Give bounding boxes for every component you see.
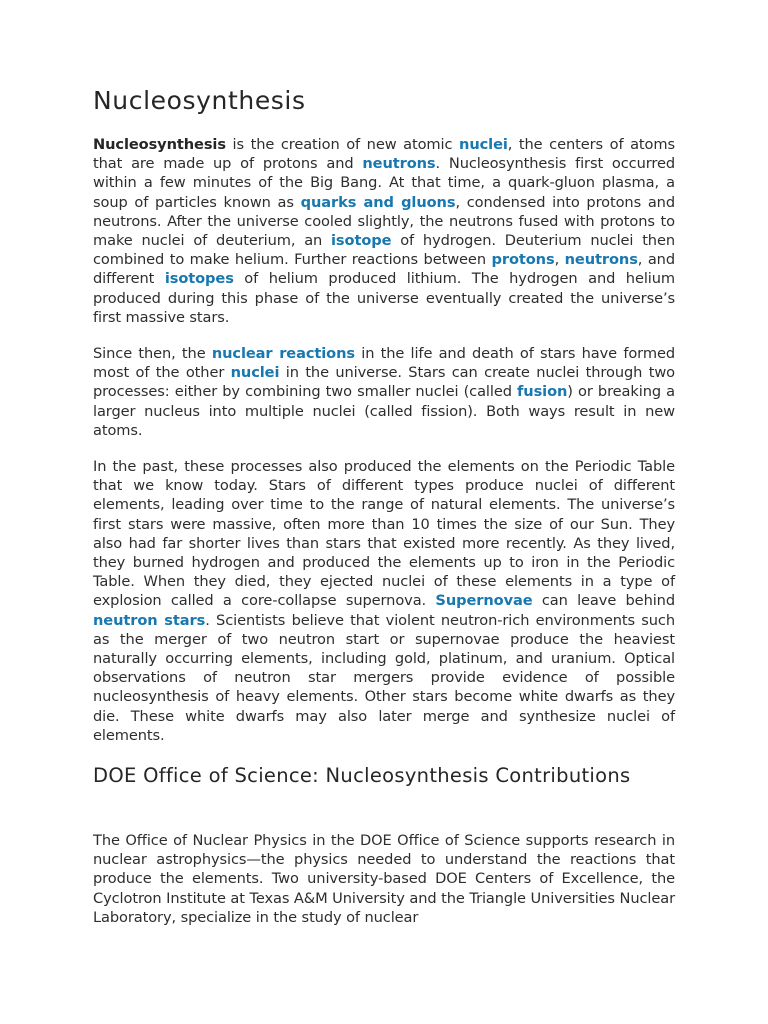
link-quarks-and-gluons[interactable]: quarks and gluons — [300, 193, 456, 211]
term-nucleosynthesis: Nucleosynthesis — [93, 136, 226, 153]
text-span: of hydrogen. Deuterium nuclei then combined to make helium. Further reactions between — [93, 232, 675, 269]
text-span: of helium produced lithium. The hydrogen and helium produced during this phase of the universe eventually created the universe’s first massive stars. — [93, 270, 675, 326]
intro-paragraph — [93, 135, 675, 327]
stars-paragraph — [93, 344, 675, 440]
text-span: , — [554, 251, 565, 269]
text-span: in the life and death of stars have formed most of the other — [93, 345, 675, 382]
text-span: is the creation of new atomic — [225, 136, 460, 153]
text-span: ) or breaking a larger nucleus into multiple nuclei (called fission). Both ways result in new atoms. — [93, 383, 675, 439]
text-span: . Nucleosynthesis first occurred within a few minutes of the Big Bang. At that time, a quark-gluon plasma, a soup of particles known as — [93, 155, 675, 211]
doe-paragraph — [93, 831, 675, 927]
text-span: , condensed into protons and neutrons. After the universe cooled slightly, the neutrons fused with protons to make nuclei of deuterium, an — [93, 193, 675, 250]
link-fusion[interactable]: fusion — [517, 383, 568, 401]
link-neutrons[interactable]: neutrons — [362, 155, 436, 173]
section-heading: DOE Office of Science: Nucleosynthesis Contributions — [93, 764, 631, 787]
periodic-table-paragraph — [93, 457, 675, 745]
text-span: In the past, these processes also produced the elements on the Periodic Table that we know today. Stars of different types produce nuclei of different elements, leading over time to the range of natural elements. The universe’s first stars were massive, often more than 10 times the size of our Sun. They also had far shorter lives than stars that existed more recently. As they lived, they burned hydrogen and produced the elements up to iron in the Periodic Table. When they died, they ejected nuclei of these elements in a type of explosion called a core-collapse supernova. — [93, 458, 675, 610]
text-span: . Scientists believe that violent neutron-rich environments such as the merger of two neutron start or supernovae produce the heaviest naturally occurring elements, including gold, platinum, and uranium. Optical observations of neutron star mergers provide evidence of possible nucleosynthesis of heavy elements. Other stars become white dwarfs as they die. These white dwarfs may also later merge and synthesize nuclei of elements. — [93, 611, 675, 744]
text-span: The Office of Nuclear Physics in the DOE Office of Science supports research in nuclear astrophysics—the physics needed to understand the reactions that produce the elements. Two university-based DOE Centers of Excellence, the Cyclotron Institute at Texas A&M University and the Triangle Universities Nuclear Laboratory, specialize in the study of nuclear — [93, 832, 675, 926]
text-span: , and different — [93, 251, 675, 288]
link-supernovae[interactable]: Supernovae — [435, 592, 533, 610]
text-span: in the universe. Stars can create nuclei through two processes: either by combining two smaller nuclei (called — [93, 364, 675, 401]
text-span: Since then, the — [93, 345, 212, 362]
text-span: , the centers of atoms that are made up of protons and — [93, 136, 675, 173]
text-span: can leave behind — [532, 592, 675, 610]
link-isotope[interactable]: isotope — [331, 232, 392, 250]
link-nuclear-reactions[interactable]: nuclear reactions — [211, 345, 355, 362]
link-neutrons-2[interactable]: neutrons — [564, 251, 638, 269]
link-neutron-stars[interactable]: neutron stars — [93, 611, 206, 629]
page-title: Nucleosynthesis — [93, 86, 306, 115]
link-isotopes[interactable]: isotopes — [164, 270, 234, 288]
link-nuclei-2[interactable]: nuclei — [230, 364, 280, 382]
link-nuclei[interactable]: nuclei — [459, 136, 508, 153]
link-protons[interactable]: protons — [491, 251, 555, 269]
